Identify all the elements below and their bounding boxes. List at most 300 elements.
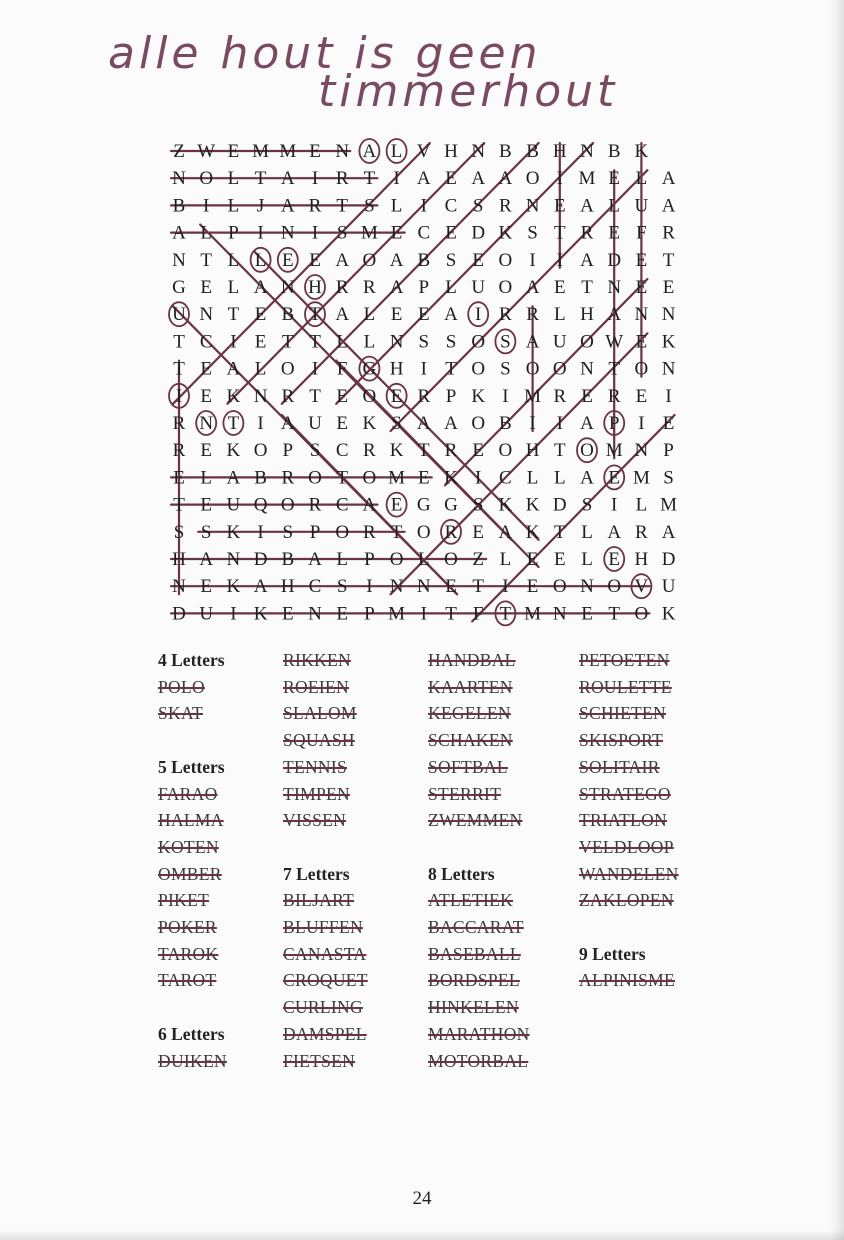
grid-letter: U	[471, 277, 486, 298]
word-list-word: ROULETTE	[579, 676, 672, 697]
grid-letter: L	[390, 141, 403, 162]
grid-letter: H	[280, 576, 295, 598]
grid-letter: L	[227, 277, 240, 298]
grid-letter: E	[635, 385, 648, 407]
grid-letter: C	[335, 440, 349, 462]
word-list-word: SKISPORT	[579, 730, 664, 751]
grid-letter: N	[580, 358, 594, 380]
word-list-word: KAARTEN	[428, 676, 513, 697]
grid-letter: T	[608, 358, 621, 380]
grid-letter: L	[581, 521, 593, 543]
grid-letter: I	[556, 168, 563, 190]
word-list-word: VELDLOOP	[579, 836, 674, 857]
grid-letter: H	[389, 358, 404, 380]
grid-letter: L	[363, 331, 376, 353]
page-bottom-shadow	[0, 1230, 844, 1240]
grid-letter: E	[200, 494, 213, 516]
grid-letter: N	[634, 440, 649, 462]
grid-letter: L	[227, 195, 240, 217]
grid-letter: E	[281, 249, 294, 271]
grid-letter: K	[661, 331, 676, 353]
handwritten-note	[0, 0, 844, 130]
grid-letter: N	[580, 576, 594, 598]
page-edge-shadow	[830, 0, 844, 1240]
grid-letter: E	[336, 385, 349, 407]
grid-letter: G	[172, 277, 186, 298]
grid-letter: I	[203, 195, 210, 217]
grid-letter: K	[498, 494, 513, 516]
grid-letter: E	[390, 494, 403, 516]
grid-letter: T	[336, 195, 349, 217]
word-list-word: BLUFFEN	[283, 917, 363, 937]
word-list-word: ZWEMMEN	[428, 810, 523, 831]
grid-letter: P	[228, 222, 239, 244]
grid-letter: T	[227, 413, 240, 434]
word-list-word: SCHIETEN	[579, 703, 666, 724]
grid-letter: F	[336, 358, 348, 380]
grid-letter: I	[257, 413, 264, 434]
grid-letter: A	[416, 413, 431, 434]
grid-letter: L	[336, 331, 349, 353]
grid-letter: T	[608, 603, 621, 625]
grid-row	[173, 331, 676, 352]
word-list-word: WANDELEN	[579, 863, 679, 884]
grid-letter: T	[472, 576, 485, 598]
grid-letter: O	[389, 549, 404, 570]
grid-letter: O	[362, 467, 377, 489]
grid-letter: E	[200, 358, 213, 380]
grid-letter: M	[279, 141, 297, 162]
grid-letter: A	[498, 168, 513, 190]
grid-letter: T	[173, 331, 185, 353]
grid-letter: I	[311, 168, 319, 190]
word-list-word: MOTORBAL	[428, 1050, 529, 1071]
grid-letter: N	[172, 576, 186, 598]
word-list-word: HANDBAL	[428, 650, 516, 670]
grid-letter: E	[472, 521, 485, 543]
grid-letter: I	[665, 385, 672, 407]
word-list-word: SOLITAIR	[579, 756, 660, 777]
grid-letter: N	[471, 141, 486, 162]
word-list-word: DAMSPEL	[283, 1023, 367, 1044]
grid-letter: Q	[253, 494, 268, 516]
grid-letter: R	[444, 440, 458, 462]
grid-letter: F	[472, 603, 484, 625]
word-list-word: PIKET	[158, 890, 210, 911]
grid-letter: T	[581, 277, 593, 298]
grid-letter: H	[172, 549, 186, 570]
grid-letter: G	[362, 358, 377, 380]
grid-letter: K	[471, 385, 486, 407]
grid-letter: T	[553, 440, 566, 462]
grid-letter: N	[607, 277, 622, 298]
grid-letter: K	[525, 521, 540, 543]
grid-letter: R	[526, 304, 539, 326]
grid-letter: L	[635, 494, 648, 516]
grid-letter: D	[661, 549, 676, 570]
grid-letter: U	[661, 576, 676, 598]
grid-letter: E	[581, 603, 593, 625]
grid-letter: E	[553, 549, 566, 570]
grid-letter: R	[444, 521, 458, 543]
grid-letter: R	[635, 521, 648, 543]
grid-letter: N	[226, 549, 241, 570]
grid-letter: N	[552, 603, 567, 625]
grid-letter: O	[471, 358, 486, 380]
grid-letter: O	[525, 168, 540, 190]
grid-letter: D	[471, 222, 486, 244]
grid-letter: O	[498, 440, 513, 462]
grid-letter: O	[471, 413, 486, 434]
grid-letter: E	[417, 467, 430, 489]
grid-letter: E	[445, 168, 457, 190]
grid-letter: C	[417, 222, 431, 244]
grid-letter: O	[552, 358, 567, 380]
grid-letter: U	[172, 304, 186, 326]
grid-letter: M	[578, 168, 596, 190]
grid-letter: O	[634, 358, 649, 380]
grid-letter: A	[661, 168, 676, 190]
word-list-heading: 9 Letters	[579, 943, 646, 964]
grid-letter: S	[663, 467, 674, 489]
grid-letter: T	[390, 521, 403, 543]
grid-letter: T	[553, 521, 566, 543]
grid-letter: A	[580, 413, 594, 434]
grid-letter: C	[444, 195, 458, 217]
grid-letter: W	[605, 331, 624, 353]
grid-letter: B	[526, 141, 539, 162]
word-list-heading: 8 Letters	[428, 863, 495, 884]
grid-row	[172, 250, 675, 271]
grid-letter: I	[257, 222, 264, 244]
grid-letter: I	[420, 603, 427, 625]
grid-letter: L	[553, 304, 566, 326]
grid-letter: I	[529, 249, 536, 271]
grid-letter: I	[502, 576, 509, 598]
grid-letter: E	[662, 413, 675, 434]
grid-letter: O	[580, 331, 594, 353]
grid-letter: U	[552, 331, 567, 353]
grid-letter: S	[391, 413, 402, 434]
grid-letter: N	[280, 222, 295, 244]
grid-letter: A	[172, 222, 186, 244]
grid-letter: B	[499, 141, 512, 162]
word-search-grid	[170, 130, 678, 630]
grid-letter: H	[308, 277, 322, 298]
grid-letter: K	[389, 440, 404, 462]
grid-letter: S	[472, 195, 484, 217]
word-list-word: TRIATLON	[579, 810, 667, 831]
grid-letter: S	[200, 521, 212, 543]
grid-letter: O	[498, 249, 513, 271]
grid-letter: O	[471, 331, 486, 353]
grid-letter: E	[662, 277, 675, 298]
grid-letter: L	[445, 277, 457, 298]
grid-letter: E	[445, 576, 457, 598]
grid-letter: N	[199, 413, 214, 434]
grid-letter: K	[226, 521, 241, 543]
grid-letter: R	[499, 304, 512, 326]
grid-letter: O	[308, 467, 322, 489]
grid-letter: A	[471, 168, 486, 190]
word-list-word: HINKELEN	[428, 997, 519, 1018]
grid-letter: K	[226, 576, 241, 598]
grid-letter: K	[498, 222, 513, 244]
word-list-word: PETOETEN	[579, 650, 670, 670]
grid-letter: L	[227, 249, 240, 271]
grid-letter: I	[475, 304, 482, 326]
word-list-word: OMBER	[158, 863, 222, 884]
grid-letter: E	[553, 277, 566, 298]
grid-letter: N	[389, 331, 404, 353]
word-list-word: BORDSPEL	[428, 970, 520, 991]
grid-letter: N	[634, 304, 649, 326]
grid-letter: T	[499, 603, 512, 625]
word-list-word: ALPINISME	[579, 970, 676, 991]
word-list-word: CROQUET	[283, 970, 368, 991]
grid-letter: E	[526, 549, 539, 570]
grid-letter: E	[390, 222, 403, 244]
grid-letter: T	[309, 304, 321, 326]
grid-letter: R	[662, 222, 675, 244]
grid-letter: I	[311, 358, 319, 380]
grid-letter: T	[662, 249, 675, 271]
grid-letter: D	[552, 494, 567, 516]
grid-letter: I	[175, 385, 183, 407]
grid-letter: V	[634, 576, 649, 598]
grid-letter: H	[552, 141, 567, 162]
word-list-word: SOFTBAL	[428, 756, 508, 777]
grid-letter: A	[226, 467, 241, 489]
grid-letter: M	[360, 222, 378, 244]
grid-letter: N	[280, 277, 295, 298]
grid-letter: L	[526, 467, 539, 489]
grid-letter: S	[527, 222, 538, 244]
grid-letter: E	[553, 195, 566, 217]
grid-letter: K	[226, 440, 241, 462]
word-list-heading: 4 Letters	[158, 650, 225, 670]
grid-letter: B	[254, 467, 267, 489]
grid-letter: N	[199, 304, 214, 326]
grid-letter: T	[336, 467, 349, 489]
grid-letter: S	[500, 358, 511, 380]
grid-letter: G	[416, 494, 431, 516]
grid-letter: R	[363, 277, 376, 298]
grid-letter: T	[309, 385, 321, 407]
grid-letter: R	[308, 195, 322, 217]
grid-letter: O	[280, 358, 295, 380]
grid-letter: I	[230, 331, 237, 353]
grid-letter: E	[200, 440, 213, 462]
word-list-word: TAROT	[158, 970, 217, 991]
grid-letter: A	[607, 521, 622, 543]
grid-letter: O	[580, 440, 594, 462]
grid-letter: E	[608, 549, 621, 570]
grid-letter: N	[253, 385, 268, 407]
grid-letter: N	[661, 358, 676, 380]
grid-letter: N	[308, 603, 322, 625]
handwritten-line-2: timmerhout	[318, 66, 619, 117]
grid-letter: B	[172, 195, 186, 217]
grid-letter: A	[389, 277, 404, 298]
grid-letter: R	[417, 385, 431, 407]
grid-letter: M	[524, 385, 542, 407]
grid-letter: M	[252, 141, 270, 162]
grid-letter: E	[608, 467, 621, 489]
word-list-word: STRATEGO	[579, 783, 671, 804]
grid-letter: K	[362, 413, 377, 434]
grid-letter: I	[638, 413, 645, 434]
grid-letter: R	[363, 440, 376, 462]
word-list-word: HALMA	[158, 810, 224, 831]
grid-letter: C	[308, 576, 322, 598]
grid-letter: T	[200, 249, 213, 271]
grid-letter: E	[227, 141, 240, 162]
grid-letter: A	[498, 521, 513, 543]
grid-letter: B	[499, 413, 512, 434]
grid-letter: N	[661, 304, 676, 326]
grid-letter: A	[661, 521, 676, 543]
grid-letter: L	[608, 195, 621, 217]
word-list-word: RIKKEN	[283, 650, 351, 670]
grid-letter: N	[580, 141, 594, 162]
grid-letter: T	[173, 358, 185, 380]
grid-letter: L	[553, 467, 566, 489]
grid-letter: I	[502, 385, 509, 407]
grid-letter: L	[499, 549, 512, 570]
grid-letter: O	[280, 494, 295, 516]
grid-letter: A	[607, 304, 622, 326]
grid-letter: O	[444, 549, 458, 570]
word-list-word: SCHAKEN	[428, 730, 513, 751]
grid-letter: T	[309, 331, 321, 353]
word-list-heading: 7 Letters	[283, 863, 350, 884]
grid-letter: W	[197, 141, 216, 162]
grid-letter: P	[608, 413, 620, 434]
handwritten-line-1: alle hout is geen	[108, 28, 542, 79]
grid-letter: S	[173, 521, 185, 543]
grid-letter: L	[635, 168, 648, 190]
grid-letter: M	[660, 494, 678, 516]
grid-letter: N	[335, 141, 350, 162]
grid-letter: M	[632, 467, 650, 489]
word-list-word: SQUASH	[283, 730, 355, 751]
grid-letter: H	[634, 549, 649, 570]
grid-letter: A	[308, 549, 322, 570]
grid-letter: B	[417, 249, 431, 271]
grid-letter: M	[388, 603, 406, 625]
grid-letter: N	[525, 195, 540, 217]
grid-letter: E	[635, 277, 648, 298]
grid-letter: E	[581, 385, 593, 407]
grid-letter: U	[199, 603, 214, 625]
word-list-heading: 6 Letters	[158, 1023, 225, 1044]
grid-letter: N	[416, 576, 431, 598]
word-list-word: CURLING	[283, 997, 363, 1018]
grid-letter: S	[445, 331, 457, 353]
grid-letter: R	[607, 385, 621, 407]
grid-letter: T	[227, 304, 240, 326]
word-list-word: VISSEN	[283, 810, 347, 831]
grid-letter: N	[172, 168, 186, 190]
grid-letter: B	[607, 141, 621, 162]
grid-letter: N	[389, 576, 404, 598]
grid-letter: O	[362, 385, 377, 407]
grid-letter: S	[336, 222, 348, 244]
grid-letter: L	[200, 467, 213, 489]
grid-letter: E	[390, 304, 403, 326]
grid-letter: O	[498, 277, 513, 298]
grid-letter: I	[257, 521, 264, 543]
grid-letter: A	[444, 413, 458, 434]
grid-letter: E	[336, 413, 349, 434]
grid-letter: L	[200, 222, 213, 244]
grid-letter: O	[362, 249, 377, 271]
grid-letter: Z	[472, 549, 485, 570]
grid-letter: O	[634, 603, 649, 625]
word-list-word: SLALOM	[283, 703, 357, 724]
word-list-word: KEGELEN	[428, 703, 511, 724]
grid-letter: S	[336, 576, 348, 598]
grid-letter: A	[362, 141, 377, 162]
grid-letter: J	[256, 195, 265, 217]
grid-letter: O	[525, 358, 540, 380]
grid-letter: S	[445, 249, 457, 271]
grid-letter: O	[253, 440, 268, 462]
grid-letter: T	[173, 494, 185, 516]
grid-letter: P	[364, 549, 375, 570]
grid-letter: H	[525, 440, 540, 462]
word-list-word: POLO	[158, 676, 205, 697]
grid-letter: A	[580, 467, 594, 489]
grid-letter: G	[444, 494, 458, 516]
grid-row	[173, 440, 674, 461]
grid-letter: R	[499, 195, 512, 217]
grid-letter: A	[580, 249, 594, 271]
grid-row	[176, 386, 672, 407]
grid-letter: S	[364, 195, 375, 217]
grid-letter: L	[390, 195, 403, 217]
grid-letter: I	[311, 222, 319, 244]
grid-letter: H	[580, 304, 594, 326]
grid-letter: A	[416, 168, 431, 190]
grid-letter: S	[418, 331, 430, 353]
word-list-word: FARAO	[158, 783, 218, 804]
grid-letter: R	[281, 385, 295, 407]
grid-letter: B	[281, 549, 295, 570]
grid-letter: M	[605, 440, 623, 462]
grid-letter: R	[308, 494, 322, 516]
grid-letter: S	[309, 440, 321, 462]
grid-letter: R	[580, 222, 594, 244]
grid-letter: R	[172, 440, 186, 462]
grid-letter: L	[254, 249, 267, 271]
grid-letter: E	[472, 249, 485, 271]
grid-letter: T	[553, 222, 566, 244]
word-list-word: TAROK	[158, 943, 219, 964]
grid-letter: P	[663, 440, 674, 462]
grid-letter: K	[253, 603, 268, 625]
grid-letter: A	[199, 549, 214, 570]
grid-letter: T	[445, 358, 457, 380]
grid-row	[173, 413, 675, 434]
grid-letter: A	[253, 277, 268, 298]
grid-letter: C	[199, 331, 213, 353]
word-list-word: ZAKLOPEN	[579, 890, 674, 911]
grid-letter: O	[607, 576, 622, 598]
grid-letter: L	[581, 549, 593, 570]
grid-letter: E	[526, 576, 539, 598]
